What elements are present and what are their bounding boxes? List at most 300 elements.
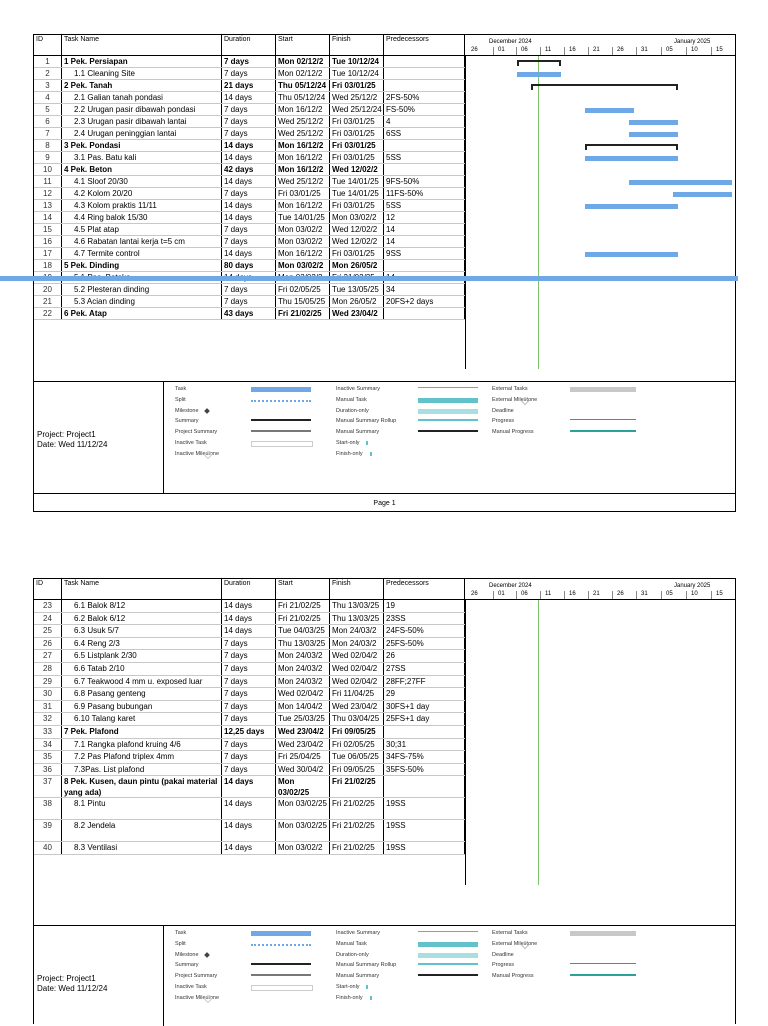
task-name-cell[interactable]: 4 Pek. Beton: [62, 164, 222, 175]
task-name-cell[interactable]: 1 Pek. Persiapan: [62, 56, 222, 67]
table-row[interactable]: [34, 224, 465, 236]
summary-bar[interactable]: [517, 60, 561, 62]
task-name-cell[interactable]: 2.2 Urugan pasir dibawah pondasi: [62, 104, 222, 115]
start-cell: Fri 25/04/25: [276, 751, 330, 763]
table-row[interactable]: [34, 842, 465, 855]
predecessors-cell: 4: [384, 116, 465, 127]
table-row[interactable]: [34, 104, 465, 116]
timescale-day-label: 31: [641, 591, 648, 597]
start-cell: Mon 02/12/2: [276, 56, 330, 67]
task-name-cell[interactable]: 6.4 Reng 2/3: [62, 638, 222, 650]
start-cell: Wed 30/04/2: [276, 764, 330, 776]
task-name-cell[interactable]: 2.1 Galian tanah pondasi: [62, 92, 222, 103]
legend-item: [336, 438, 486, 449]
timescale-day-label: 06: [521, 591, 528, 597]
legend-label: Split: [175, 396, 186, 403]
task-name-cell[interactable]: 4.6 Rabatan lantai kerja t=5 cm: [62, 236, 222, 247]
legend-swatch: [570, 419, 636, 420]
task-name-cell[interactable]: 6.2 Balok 6/12: [62, 613, 222, 625]
finish-cell: Fri 03/01/25: [330, 200, 384, 211]
task-id-cell: 32: [34, 713, 62, 725]
task-id-cell: 33: [34, 726, 62, 738]
task-name-cell[interactable]: 6.5 Listplank 2/30: [62, 650, 222, 662]
legend-label: Duration-only: [336, 951, 369, 958]
timescale-divider: [711, 47, 712, 55]
task-name-cell[interactable]: 6.9 Pasang bubungan: [62, 701, 222, 713]
table-row[interactable]: [34, 600, 465, 613]
task-id-cell: 24: [34, 613, 62, 625]
table-row[interactable]: [34, 308, 465, 320]
timescale-divider: [686, 47, 687, 55]
task-name-cell[interactable]: 6.7 Teakwood 4 mm u. exposed luar: [62, 676, 222, 688]
predecessors-cell: 24FS-50%: [384, 625, 465, 637]
start-cell: Thu 15/05/25: [276, 296, 330, 307]
start-cell: Mon 14/04/2: [276, 701, 330, 713]
finish-cell: Thu 13/03/25: [330, 613, 384, 625]
table-row[interactable]: [34, 798, 465, 820]
duration-cell: 14 days: [222, 820, 276, 841]
task-name-cell[interactable]: 6.3 Usuk 5/7: [62, 625, 222, 637]
start-cell: Thu 05/12/24: [276, 92, 330, 103]
table-row[interactable]: [34, 701, 465, 714]
finish-cell: Tue 06/05/25: [330, 751, 384, 763]
task-id-cell: 40: [34, 842, 62, 854]
start-cell: Wed 23/04/2: [276, 726, 330, 738]
col-name-header[interactable]: Task Name: [62, 35, 222, 55]
task-name-cell[interactable]: 1.1 Cleaning Site: [62, 68, 222, 79]
legend-item: [336, 950, 486, 961]
legend-divider: [163, 926, 164, 1026]
legend-item: [175, 427, 325, 438]
task-id-cell: 30: [34, 688, 62, 700]
legend-label: External Milestone: [492, 396, 538, 403]
timescale-day-label: 31: [641, 47, 648, 53]
predecessors-cell: 2FS-50%: [384, 92, 465, 103]
task-id-cell: 35: [34, 751, 62, 763]
task-name-cell[interactable]: 6 Pek. Atap: [62, 308, 222, 319]
task-name-cell[interactable]: 4.5 Plat atap: [62, 224, 222, 235]
legend-item: [336, 960, 486, 971]
legend-label: Task: [175, 386, 187, 392]
timescale-day-label: 21: [593, 47, 600, 53]
task-name-cell[interactable]: 8 Pek. Kusen, daun pintu (pakai material yang ada): [62, 776, 222, 797]
legend-label: Start-only: [336, 983, 360, 990]
duration-cell: 14 days: [222, 842, 276, 854]
legend-swatch: [366, 441, 372, 445]
legend-item: [175, 993, 325, 1004]
timescale-divider: [493, 47, 494, 55]
task-bar[interactable]: [629, 132, 678, 137]
predecessors-cell: [384, 308, 465, 319]
table-row[interactable]: [34, 284, 465, 296]
table-row[interactable]: [34, 176, 465, 188]
task-name-cell[interactable]: 4.3 Kolom praktis 11/11: [62, 200, 222, 211]
legend-label: External Tasks: [492, 930, 528, 936]
table-row[interactable]: [34, 248, 465, 260]
timescale-day-label: 11: [545, 591, 552, 597]
task-id-cell: 16: [34, 236, 62, 247]
finish-cell: Wed 02/04/2: [330, 663, 384, 675]
task-bar[interactable]: [629, 180, 732, 185]
legend-swatch: [251, 398, 311, 402]
task-id-cell: 39: [34, 820, 62, 841]
legend-label: Inactive Milestone: [175, 994, 220, 1001]
legend-swatch: [204, 408, 210, 414]
legend-swatch: [570, 430, 636, 432]
timescale-divider: [711, 591, 712, 599]
legend-column-2: [336, 384, 486, 460]
task-id-cell: 9: [34, 152, 62, 163]
start-cell: Mon 03/02/2: [276, 842, 330, 854]
task-bar[interactable]: [0, 276, 738, 281]
duration-cell: 7 days: [222, 751, 276, 763]
col-name-header[interactable]: Task Name: [62, 579, 222, 599]
duration-cell: 7 days: [222, 638, 276, 650]
table-row[interactable]: [34, 188, 465, 200]
timescale-divider: [540, 47, 541, 55]
table-row[interactable]: [34, 613, 465, 626]
legend-swatch: [418, 409, 478, 414]
timescale-divider: [564, 591, 565, 599]
timescale-day-label: 05: [666, 47, 673, 53]
finish-cell: Tue 10/12/24: [330, 68, 384, 79]
task-name-cell[interactable]: 5 Pek. Dinding: [62, 260, 222, 271]
duration-cell: 14 days: [222, 212, 276, 223]
col-id-header[interactable]: ID: [34, 579, 62, 599]
table-row[interactable]: [34, 638, 465, 651]
legend-swatch: [251, 441, 313, 447]
legend-swatch: [251, 985, 313, 991]
legend-item: [336, 384, 486, 395]
task-name-cell[interactable]: 5.2 Plesteran dinding: [62, 284, 222, 295]
table-row[interactable]: [34, 116, 465, 128]
duration-cell: 14 days: [222, 625, 276, 637]
predecessors-cell: [384, 164, 465, 175]
task-bar[interactable]: [585, 252, 678, 257]
start-cell: Wed 25/12/2: [276, 116, 330, 127]
task-id-cell: 26: [34, 638, 62, 650]
legend-swatch: [522, 409, 526, 413]
col-predecessors-header[interactable]: Predecessors: [384, 579, 465, 599]
timescale-day-label: 26: [617, 47, 624, 53]
table-row[interactable]: [34, 152, 465, 164]
legend-item: [336, 982, 486, 993]
table-row[interactable]: [34, 713, 465, 726]
table-row[interactable]: [34, 80, 465, 92]
legend-swatch: [204, 952, 210, 958]
task-name-cell[interactable]: 2.4 Urugan peninggian lantai: [62, 128, 222, 139]
table-row[interactable]: [34, 260, 465, 272]
table-row[interactable]: [34, 92, 465, 104]
task-name-cell[interactable]: 6.10 Talang karet: [62, 713, 222, 725]
duration-cell: 14 days: [222, 248, 276, 259]
legend-item: [175, 950, 325, 961]
legend-swatch: [251, 387, 311, 392]
col-id-header[interactable]: ID: [34, 35, 62, 55]
start-cell: Fri 21/02/25: [276, 613, 330, 625]
duration-cell: 7 days: [222, 739, 276, 751]
task-bar[interactable]: [629, 120, 678, 125]
timescale-day-label: 10: [691, 47, 698, 53]
legend-item: [175, 438, 325, 449]
legend-swatch: [418, 419, 478, 421]
task-id-cell: 6: [34, 116, 62, 127]
finish-cell: Mon 26/05/2: [330, 260, 384, 271]
legend-item: [492, 950, 652, 961]
duration-cell: 7 days: [222, 284, 276, 295]
start-cell: Wed 25/12/2: [276, 128, 330, 139]
start-cell: Thu 05/12/24: [276, 80, 330, 91]
predecessors-cell: 25FS-50%: [384, 638, 465, 650]
task-name-cell[interactable]: 8.2 Jendela: [62, 820, 222, 841]
task-id-cell: 5: [34, 104, 62, 115]
month-label-dec: December 2024: [489, 583, 532, 589]
finish-cell: Fri 03/01/25: [330, 116, 384, 127]
predecessors-cell: 34: [384, 284, 465, 295]
legend-swatch: [570, 931, 636, 936]
timescale-day-label: 01: [498, 591, 505, 597]
legend-swatch: [366, 985, 372, 989]
duration-cell: 14 days: [222, 613, 276, 625]
table-row[interactable]: [34, 650, 465, 663]
duration-cell: 7 days: [222, 688, 276, 700]
task-name-cell[interactable]: 3 Pek. Pondasi: [62, 140, 222, 151]
task-bar[interactable]: [585, 156, 678, 161]
legend-item: [492, 384, 652, 395]
task-id-cell: 31: [34, 701, 62, 713]
legend-label: Finish-only: [336, 994, 363, 1001]
legend-item: [175, 971, 325, 982]
table-row[interactable]: [34, 726, 465, 739]
finish-cell: Mon 24/03/2: [330, 638, 384, 650]
duration-cell: 12,25 days: [222, 726, 276, 738]
task-name-cell[interactable]: 8.1 Pintu: [62, 798, 222, 819]
table-row[interactable]: [34, 164, 465, 176]
table-row[interactable]: [34, 128, 465, 140]
legend-item: [492, 427, 652, 438]
task-name-cell[interactable]: 8.3 Ventilasi: [62, 842, 222, 854]
task-id-cell: 25: [34, 625, 62, 637]
timescale-divider: [540, 591, 541, 599]
table-row[interactable]: [34, 688, 465, 701]
legend-item: [175, 939, 325, 950]
col-start-header[interactable]: Start: [276, 579, 330, 599]
start-cell: Mon 24/03/2: [276, 663, 330, 675]
legend-label: Milestone: [175, 407, 199, 414]
timescale-divider: [588, 591, 589, 599]
task-id-cell: 20: [34, 284, 62, 295]
predecessors-cell: 9FS-50%: [384, 176, 465, 187]
legend-item: [492, 395, 652, 406]
legend-label: Progress: [492, 962, 515, 969]
legend-label: Summary: [175, 962, 199, 969]
legend-swatch: [251, 430, 311, 435]
task-name-cell[interactable]: 7.3Pas. List plafond: [62, 764, 222, 776]
legend-swatch: [251, 963, 311, 968]
task-name-cell[interactable]: 6.1 Balok 8/12: [62, 600, 222, 612]
task-name-cell[interactable]: 3.1 Pas. Batu kali: [62, 152, 222, 163]
legend-label: Milestone: [175, 951, 199, 958]
timescale-day-label: 11: [545, 47, 552, 53]
legend-column-1: [175, 928, 325, 1004]
table-row[interactable]: [34, 296, 465, 308]
finish-cell: Fri 03/01/25: [330, 140, 384, 151]
duration-cell: 14 days: [222, 776, 276, 797]
finish-cell: Wed 25/12/24: [330, 104, 384, 115]
start-cell: Mon 24/03/2: [276, 676, 330, 688]
start-cell: Mon 03/02/25: [276, 776, 330, 797]
legend-swatch: [251, 974, 311, 979]
col-start-header[interactable]: Start: [276, 35, 330, 55]
finish-cell: Wed 02/04/2: [330, 676, 384, 688]
legend-swatch: [418, 931, 478, 935]
predecessors-cell: 28FF;27FF: [384, 676, 465, 688]
predecessors-cell: 19: [384, 600, 465, 612]
timescale-divider: [493, 591, 494, 599]
legend-item: [175, 395, 325, 406]
legend-swatch: [366, 452, 372, 456]
task-bar[interactable]: [585, 204, 678, 209]
timescale-day-label: 01: [498, 47, 505, 53]
legend-item: [492, 971, 652, 982]
task-name-cell[interactable]: 4.1 Sloof 20/30: [62, 176, 222, 187]
start-cell: Wed 02/04/2: [276, 688, 330, 700]
table-row[interactable]: [34, 625, 465, 638]
task-name-cell[interactable]: 7 Pek. Plafond: [62, 726, 222, 738]
predecessors-cell: [384, 56, 465, 67]
legend-label: Project Summary: [175, 973, 218, 980]
legend-label: Task: [175, 930, 187, 936]
legend-label: Inactive Milestone: [175, 450, 220, 457]
start-cell: Mon 16/12/2: [276, 104, 330, 115]
legend-label: Inactive Summary: [336, 930, 381, 936]
task-name-cell[interactable]: 4.7 Termite control: [62, 248, 222, 259]
task-id-cell: 27: [34, 650, 62, 662]
task-name-cell[interactable]: 5.3 Acian dinding: [62, 296, 222, 307]
finish-cell: Fri 11/04/25: [330, 688, 384, 700]
summary-bar[interactable]: [585, 144, 678, 146]
task-table: [34, 600, 465, 855]
predecessors-cell: [384, 140, 465, 151]
predecessors-cell: 27SS: [384, 663, 465, 675]
legend-label: Manual Task: [336, 940, 367, 947]
task-name-cell[interactable]: 2.3 Urugan pasir dibawah lantai: [62, 116, 222, 127]
col-finish-header[interactable]: Finish: [330, 35, 384, 55]
legend-column-3: [492, 384, 652, 438]
timescale-day-label: 21: [593, 591, 600, 597]
col-predecessors-header[interactable]: Predecessors: [384, 35, 465, 55]
task-id-cell: 36: [34, 764, 62, 776]
timescale-day-label: 15: [716, 47, 723, 53]
duration-cell: 14 days: [222, 152, 276, 163]
timescale-day-label: 05: [666, 591, 673, 597]
task-bar[interactable]: [517, 72, 561, 77]
predecessors-cell: 29: [384, 688, 465, 700]
table-row[interactable]: [34, 663, 465, 676]
timescale-header: [465, 35, 737, 56]
task-bar[interactable]: [585, 108, 634, 113]
duration-cell: 7 days: [222, 188, 276, 199]
summary-bar[interactable]: [531, 84, 678, 86]
duration-cell: 7 days: [222, 713, 276, 725]
timescale-day-label: 16: [569, 47, 576, 53]
predecessors-cell: 20FS+2 days: [384, 296, 465, 307]
duration-cell: 7 days: [222, 650, 276, 662]
task-id-cell: 29: [34, 676, 62, 688]
col-duration-header[interactable]: Duration: [222, 35, 276, 55]
table-row[interactable]: [34, 751, 465, 764]
legend-item: [175, 449, 325, 460]
task-id-cell: 10: [34, 164, 62, 175]
task-name-cell[interactable]: 6.8 Pasang genteng: [62, 688, 222, 700]
col-duration-header[interactable]: Duration: [222, 579, 276, 599]
table-row[interactable]: [34, 56, 465, 68]
project-name: Project: Project1: [37, 974, 96, 983]
table-row[interactable]: [34, 776, 465, 798]
task-name-cell[interactable]: 4.2 Kolom 20/20: [62, 188, 222, 199]
finish-cell: Fri 03/01/25: [330, 248, 384, 259]
table-row[interactable]: [34, 764, 465, 777]
legend-item: [336, 971, 486, 982]
table-row[interactable]: [34, 68, 465, 80]
task-id-cell: 13: [34, 200, 62, 211]
table-row[interactable]: [34, 820, 465, 842]
legend-item: [336, 406, 486, 417]
predecessors-cell: 5SS: [384, 152, 465, 163]
duration-cell: 7 days: [222, 128, 276, 139]
task-name-cell[interactable]: 7.2 Pas Plafond triplex 4mm: [62, 751, 222, 763]
legend-swatch: [418, 963, 478, 965]
task-name-cell[interactable]: 2 Pek. Tanah: [62, 80, 222, 91]
legend-label: Manual Summary Rollup: [336, 962, 397, 969]
legend-label: External Tasks: [492, 386, 528, 392]
finish-cell: Fri 09/05/25: [330, 764, 384, 776]
legend-swatch: [418, 398, 478, 403]
task-name-cell[interactable]: 6.6 Tatab 2/10: [62, 663, 222, 675]
legend-item: [336, 449, 486, 460]
predecessors-cell: 26: [384, 650, 465, 662]
legend-label: Manual Summary: [336, 429, 380, 436]
table-row[interactable]: [34, 236, 465, 248]
predecessors-cell: 25FS+1 day: [384, 713, 465, 725]
predecessors-cell: [384, 776, 465, 797]
legend-column-1: [175, 384, 325, 460]
predecessors-cell: 30;31: [384, 739, 465, 751]
col-finish-header[interactable]: Finish: [330, 579, 384, 599]
task-name-cell[interactable]: 7.1 Rangka plafond kruing 4/6: [62, 739, 222, 751]
legend-item: [336, 427, 486, 438]
start-cell: Mon 03/02/2: [276, 260, 330, 271]
table-row[interactable]: [34, 212, 465, 224]
table-row[interactable]: [34, 140, 465, 152]
task-bar[interactable]: [673, 192, 732, 197]
table-row[interactable]: [34, 676, 465, 689]
predecessors-cell: 30FS+1 day: [384, 701, 465, 713]
start-cell: Thu 13/03/25: [276, 638, 330, 650]
legend-label: Inactive Summary: [336, 386, 381, 392]
start-cell: Fri 21/02/25: [276, 600, 330, 612]
finish-cell: Thu 03/04/25: [330, 713, 384, 725]
legend-swatch: [570, 963, 636, 964]
predecessors-cell: 19SS: [384, 798, 465, 819]
table-row[interactable]: [34, 739, 465, 752]
task-name-cell[interactable]: 4.4 Ring balok 15/30: [62, 212, 222, 223]
table-row[interactable]: [34, 200, 465, 212]
month-label-jan: January 2025: [674, 583, 711, 589]
finish-cell: Fri 03/01/25: [330, 80, 384, 91]
legend-item: [336, 928, 486, 939]
duration-cell: 42 days: [222, 164, 276, 175]
